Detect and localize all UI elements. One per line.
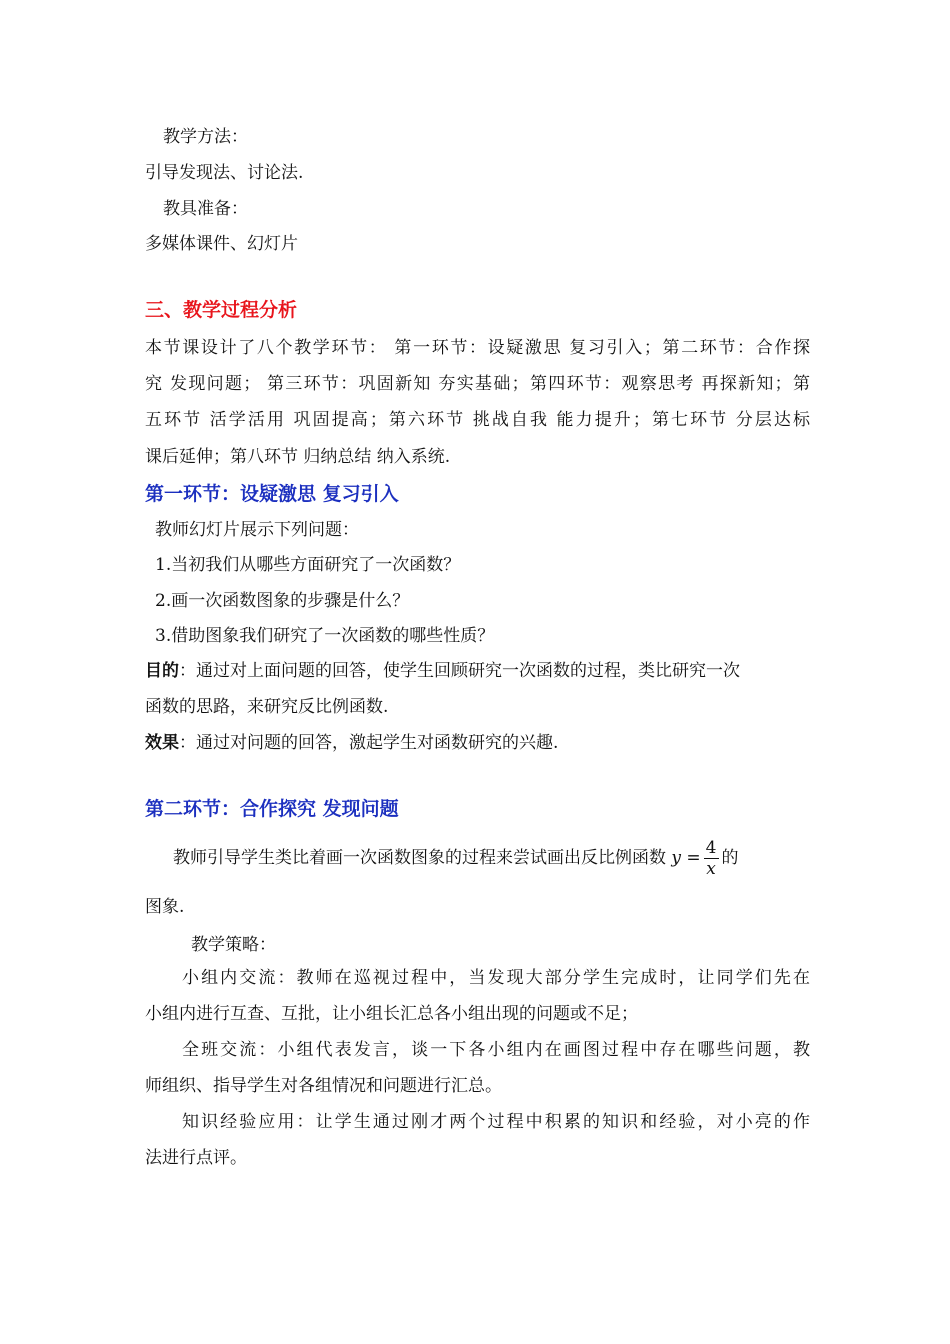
section3-intro-line: 课后延伸；第八环节 归纳总结 纳入系统. (145, 447, 451, 467)
group-line: 小组内进行互查、互批，让小组长汇总各小组出现的问题或不足； (145, 1004, 638, 1024)
effect-line (145, 731, 810, 755)
section3-intro-line: 本节课设计了八个教学环节： 第一环节：设疑激思 复习引入；第二环节：合作探 (145, 338, 810, 358)
section3-intro-line: 究 发现问题； 第三环节：巩固新知 夯实基础；第四环节：观察思考 再探新知；第 (145, 374, 810, 394)
class-line: 全班交流：小组代表发言，谈一下各小组内在画图过程中存在哪些问题，教 (182, 1040, 810, 1060)
section3-intro-line: 五环节 活学活用 巩固提高；第六环节 挑战自我 能力提升；第七环节 分层达标 (145, 410, 810, 430)
section3-heading: 三、教学过程分析 (145, 299, 298, 321)
purpose-line (145, 659, 810, 683)
apply-line: 知识经验应用：让学生通过刚才两个过程中积累的知识和经验，对小亮的作 (182, 1112, 810, 1132)
formula-y: y (671, 848, 682, 868)
purpose-text: ：通过对上面问题的回答，使学生回顾研究一次函数的过程，类比研究一次 (179, 661, 740, 681)
purpose-label: 目的 (145, 661, 179, 681)
strategy-label: 教学策略： (191, 935, 276, 955)
stage1-question: 2.画一次函数图象的步骤是什么？ (155, 591, 410, 611)
stage2-para1 (173, 836, 838, 880)
formula (671, 838, 721, 879)
stage1-lead: 教师幻灯片展示下列问题： (155, 520, 359, 540)
stage2-para1-cont: 图象. (145, 897, 185, 917)
class-line: 师组织、指导学生对各组情况和问题进行汇总。 (145, 1076, 502, 1096)
methods-label: 教学方法： (163, 127, 248, 147)
stage2-para1-text: 教师引导学生类比着画一次函数图象的过程来尝试画出反比例函数 (173, 848, 666, 868)
formula-denominator: x (706, 859, 716, 879)
tools-label: 教具准备： (163, 199, 248, 219)
stage2-para1-post: 的 (721, 848, 739, 868)
stage1-heading: 第一环节：设疑激思 复习引入 (145, 483, 399, 505)
stage1-question: 1.当初我们从哪些方面研究了一次函数？ (155, 555, 461, 575)
stage1-question: 3.借助图象我们研究了一次函数的哪些性质？ (155, 626, 495, 646)
formula-fraction (704, 838, 719, 879)
effect-label: 效果 (145, 733, 179, 753)
tools-text: 多媒体课件、幻灯片 (145, 234, 298, 254)
apply-line: 法进行点评。 (145, 1148, 247, 1168)
methods-text: 引导发现法、讨论法. (145, 163, 304, 183)
formula-numerator: 4 (705, 838, 717, 858)
stage2-heading: 第二环节：合作探究 发现问题 (145, 798, 399, 820)
purpose-line-2: 函数的思路，来研究反比例函数. (145, 697, 389, 717)
effect-text: ：通过对问题的回答，激起学生对函数研究的兴趣. (179, 733, 559, 753)
formula-eq: = (686, 848, 701, 868)
group-line: 小组内交流：教师在巡视过程中，当发现大部分学生完成时，让同学们先在 (182, 968, 810, 988)
